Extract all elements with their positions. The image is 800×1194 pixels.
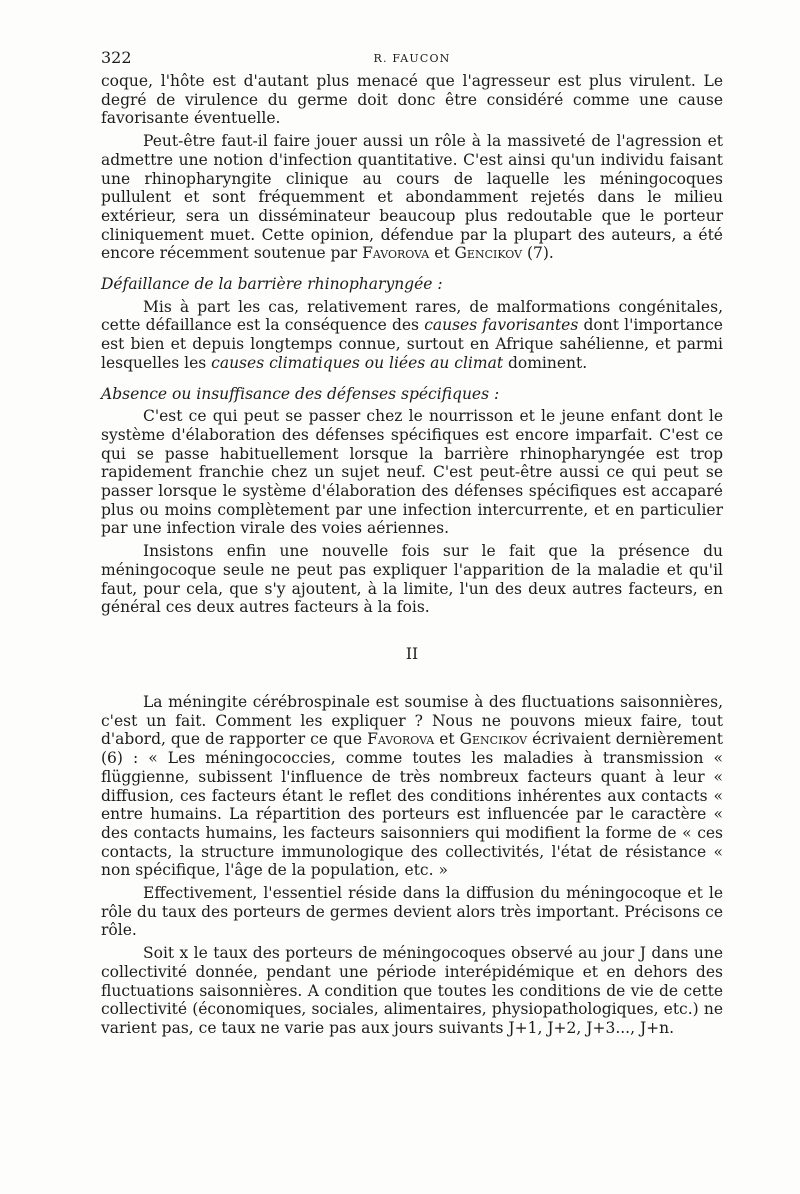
- author-favorova: Favorova: [367, 730, 435, 749]
- paragraph-continuation: coque, l'hôte est d'autant plus menacé que l'agresseur est plus virulent. Le degré de virulence du germe doit donc être considéré comme une cause favorisante éventuelle.: [101, 72, 723, 128]
- paragraph-text: La méningite cérébrospinale est soumise à des fluctuations saisonnières, c'est un fait. Comment les expliquer ? Nous ne pouvons mieux faire, tout d'abord, que de rapporter ce que: [101, 692, 723, 749]
- conjunction: et: [434, 244, 450, 263]
- author-gencikov: Gencikov: [454, 244, 523, 263]
- paragraph-insistons: Insistons enfin une nouvelle fois sur le fait que la présence du méningocoque seule ne peut pas expliquer l'apparition de la maladie et qu'il faut, pour cela, que s'y ajoutent, à la limite, l'un des deux autres facteurs, en général ces deux autres facteurs à la fois.: [101, 542, 723, 617]
- section-heading-defenses: Absence ou insuffisance des défenses spécifiques :: [101, 384, 500, 403]
- paragraph-massivete: [101, 132, 723, 263]
- emphasis-causes-favorisantes: causes favorisantes: [424, 316, 579, 335]
- paragraph-text: Mis à part les cas, relativement rares, de malformations congénitales, cette défaillance est la conséquence des: [101, 297, 723, 335]
- conjunction: et: [439, 730, 455, 749]
- page-header: [101, 44, 723, 72]
- paragraph-text: dominent.: [507, 353, 588, 372]
- author-gencikov: Gencikov: [459, 730, 528, 749]
- paragraph-defaillance: [101, 298, 723, 373]
- emphasis-causes-climatiques: causes climatiques ou liées au climat: [211, 353, 504, 372]
- paragraph-effectivement: Effectivement, l'essentiel réside dans la diffusion du méningocoque et le rôle du taux des porteurs de germes devient alors très important. Précisons ce rôle.: [101, 884, 723, 940]
- paragraph-text: dont l'importance est bien et depuis longtemps connue, surtout en Afrique sahélienne, et parmi lesquelles les: [101, 316, 723, 372]
- paragraph-soit-x: Soit x le taux des porteurs de méningocoques observé au jour J dans une collectivité donnée, pendant une période interépidémique et en dehors des fluctuations saisonnières. A condition que toutes les conditions de vie de cette collectivité (économiques, sociales, alimentaires, physiopathologiques, etc.) ne varient pas, ce taux ne varie pas aux jours suivants J+1, J+2, J+3..., J+n.: [101, 944, 723, 1037]
- page-number: 322: [101, 48, 132, 67]
- quotation: écrivaient dernièrement (6) : « Les méningococcies, comme toutes les maladies à transmission « flüggienne, subissent l'influence de très nombreux facteurs quant à leur « diffusion, ces facteurs étant le reflet des conditions inhérentes aux contacts « entre humains. La répartition des porteurs est influencée par le caractère « des contacts humains, les facteurs saisonniers qui modifient la forme de « ces contacts, la structure immunologique des collectivités, l'état de résistance « non spécifique, l'âge de la population, etc. »: [101, 730, 723, 880]
- running-head: R. FAUCON: [373, 52, 451, 65]
- paragraph-text: Peut-être faut-il faire jouer aussi un rôle à la massiveté de l'agression et admettre une notion d'infection quantitative. C'est ainsi qu'un individu faisant une rhinopharyngite clinique au cours de laquelle les méningocoques pullulent et sont fréquemment et abondamment rejetés dans le milieu extérieur, sera un disséminateur beaucoup plus redoutable que le porteur cliniquement muet. Cette opinion, défendue par la plupart des auteurs, a été encore récemment soutenue par: [101, 132, 723, 263]
- section-heading-rhinopharyngee: Défaillance de la barrière rhinopharyngée :: [101, 275, 443, 294]
- reference: (7).: [526, 244, 554, 263]
- section-number: II: [405, 644, 419, 663]
- paragraph-fluctuations: [101, 693, 723, 880]
- author-favorova: Favorova: [362, 244, 430, 263]
- paragraph-nourrisson: C'est ce qui peut se passer chez le nourrisson et le jeune enfant dont le système d'élaboration des défenses spécifiques est encore imparfait. C'est ce qui se passe habituellement lorsque la barrière rhinopharyngée est trop rapidement franchie chez un sujet neuf. C'est peut-être aussi ce qui peut se passer lorsque le système d'élaboration des défenses spécifiques est accaparé plus ou moins complètement par une infection intercurrente, et en particulier par une infection virale des voies aériennes.: [101, 407, 723, 538]
- page: [101, 44, 723, 1038]
